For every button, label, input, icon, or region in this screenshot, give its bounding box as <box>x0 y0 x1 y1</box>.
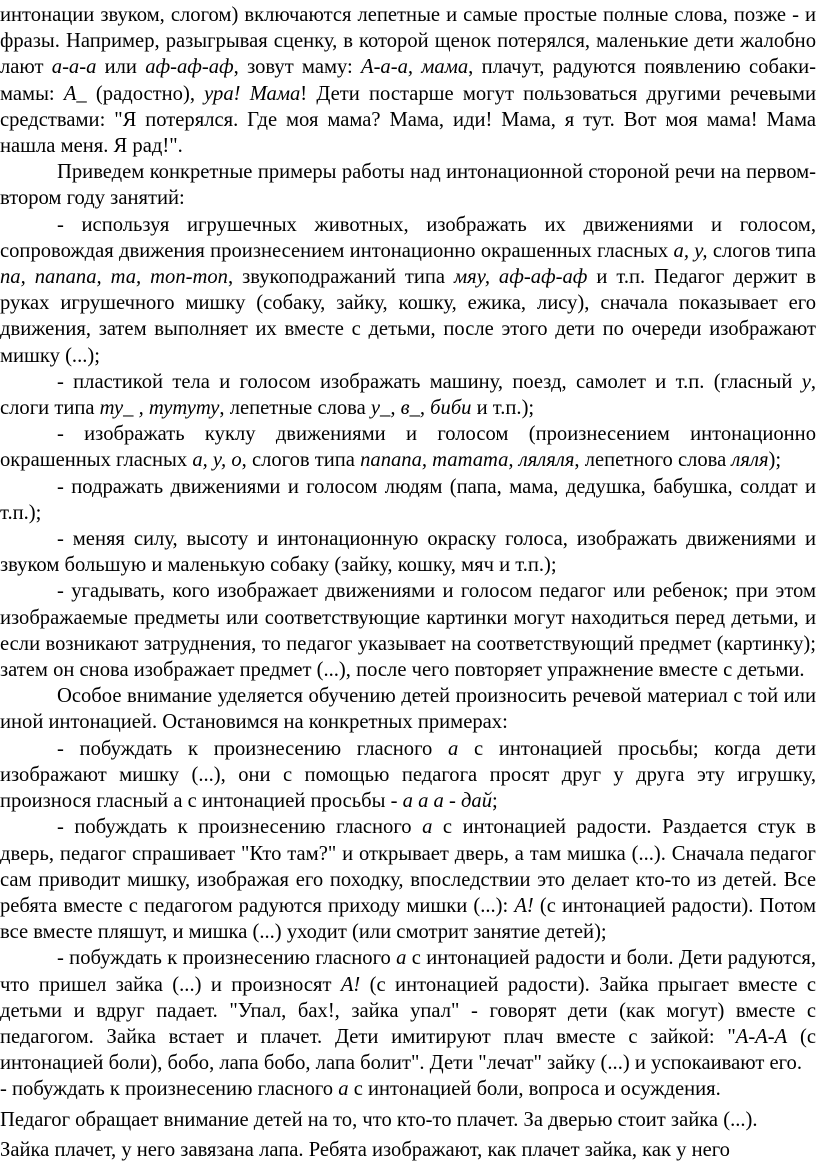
paragraph <box>0 736 816 815</box>
text-run: с интонацией радости. Раздается стук в дверь, педагог спрашивает "Кто там?" и открывает дверь, а там мишка (...). Сначала педагог сам приводит мишку, изображая его походку, впоследствии это делает кто-то из детей. Все ребята вместе с педагогом радуются приходу мишки (...): <box>0 816 816 917</box>
italic-text: а <box>448 737 459 760</box>
text-run: - пластикой тела и голосом изображать машину, поезд, самолет и т.п. (гласный <box>57 370 802 393</box>
italic-text: а, у, <box>673 239 708 262</box>
italic-text: А_ <box>63 82 87 105</box>
text-run: - меняя силу, высоту и интонационную окраску голоса, изображать движениями и звуком большую и маленькую собаку (зайку, кошку, мяч и т.п.); <box>0 528 816 577</box>
text-run: с интонацией радости и боли. Дети радуются, что пришел зайка (...) и произносят <box>0 947 816 996</box>
paragraph <box>0 683 816 735</box>
text-run: - используя игрушечных животных, изображать их движениями и голосом, сопровождая движения произнесением интонационно окрашенных гласных <box>0 213 816 262</box>
text-run: - побуждать к произнесению гласного <box>57 737 448 760</box>
italic-text: у <box>801 370 811 393</box>
paragraph <box>0 212 816 369</box>
text-run: - побуждать к произнесению гласного <box>57 816 423 839</box>
text-run: Особое внимание уделяется обучению детей произносить речевой материал с той или иной интонацией. Остановимся на конкретных примерах: <box>0 685 816 734</box>
text-run: ! Дети постарше могут пользоваться другими речевыми средствами: "Я потерялся. Где моя мама? Мама, иди! Мама, я тут. Вот моя мама! Мама нашла меня. Я рад!". <box>0 82 816 158</box>
text-run: или <box>96 56 146 79</box>
text-run: и т.п. Педагог держит в руках игрушечного мишку (собаку, зайку, кошку, ежика, лису), сначала показывает его движения, затем выполняет их вместе с детьми, после этого дети по очереди изображают мишку (...); <box>0 266 816 367</box>
text-run: слогов типа <box>707 239 816 262</box>
text-run: - побуждать к произнесению гласного <box>0 1078 339 1101</box>
text-run: Приведем конкретные примеры работы над интонационной стороной речи на первом-втором году занятий: <box>0 161 816 210</box>
text-run: , лепетные слова <box>219 397 371 420</box>
text-run: (с интонацией боли), бобо, лапа бобо, лапа болит". Дети "лечат" зайку (...) и успокаивают его. <box>0 1025 816 1075</box>
paragraph <box>0 945 816 1076</box>
text-run: Зайка плачет, у него завязана лапа. Ребята изображают, как плачет зайка, как у него <box>0 1138 730 1161</box>
text-run: (с интонацией радости). Потом все вместе пляшут, и мишка (...) уходит (или смотрит занятие детей); <box>0 894 816 944</box>
italic-text: а <box>396 947 407 970</box>
text-run: и т.п.); <box>471 397 535 420</box>
italic-text: мяу, аф-аф-аф <box>453 266 588 289</box>
italic-text: а <box>422 816 433 839</box>
text-run: ; <box>492 790 498 813</box>
paragraph <box>0 814 816 945</box>
paragraph <box>0 526 816 578</box>
text-run: (радостно), <box>86 82 205 105</box>
italic-text: папапа, татата, ляляля <box>360 449 575 472</box>
text-run: Педагог обращает внимание детей на то, что кто-то плачет. За дверью стоит зайка (...). <box>0 1108 758 1131</box>
text-run: - изображать куклу движениями и голосом (произнесением интонационно окрашенных гласных <box>0 423 816 472</box>
italic-text: у_, в_, биби <box>370 397 472 420</box>
paragraph <box>0 159 816 211</box>
italic-text: а-а-а <box>51 56 97 79</box>
text-run: ); <box>768 449 782 472</box>
italic-text: а, у, о <box>192 449 242 472</box>
paragraph <box>0 369 816 421</box>
paragraph <box>0 1076 816 1102</box>
text-run: , лепетного слова <box>574 449 732 472</box>
italic-text: а <box>338 1078 349 1101</box>
italic-text: А! <box>340 973 361 996</box>
paragraph <box>0 1137 816 1163</box>
italic-text: А! <box>514 894 534 917</box>
italic-text: аф-аф-аф <box>145 56 234 79</box>
text-run: с интонацией боли, вопроса и осуждения. <box>348 1078 721 1101</box>
text-run: , плачут, радуются появлению собаки-мамы: <box>0 56 816 105</box>
italic-text: А-а-а, мама <box>361 56 469 79</box>
italic-text: А-А-А <box>735 1025 788 1048</box>
text-run: (с интонацией радости). Зайка прыгает вместе с детьми и вдруг падает. "Упал, бах!, зайка упал" - говорят дети (как могут) вместе с педагогом. Зайка встает и плачет. Дети имитируют плач вместе с зайкой: " <box>0 973 816 1048</box>
paragraph <box>0 2 816 159</box>
text-run: интонации звуком, слогом) включаются лепетные и самые простые полные слова, позже - и фразы. Например, разыгрывая сценку, в которой щенок потерялся, маленькие дети жалобно лают <box>0 4 816 79</box>
paragraph <box>0 578 816 683</box>
paragraph <box>0 1107 816 1133</box>
italic-text: ту_ , тутуту <box>99 397 220 420</box>
text-run: - побуждать к произнесению гласного <box>57 947 397 970</box>
paragraph <box>0 474 816 526</box>
italic-text: ляля <box>731 449 769 472</box>
document-body <box>0 2 816 1163</box>
text-run: - угадывать, кого изображает движениями и голосом педагог или ребенок; при этом изображаемые предметы или соответствующие картинки могут находиться перед детьми, и если возникают затруднения, то педагог указывает на соответствующий предмет (картинку); затем он снова изображает предмет (...), после чего повторяет упражнение вместе с детьми. <box>0 580 816 682</box>
text-run: с интонацией просьбы; когда дети изображают мишку (...), они с помощью педагога просят друг у друга эту игрушку, произнося гласный а с интонацией просьбы - <box>0 737 816 813</box>
text-run: , слогов типа <box>241 449 361 472</box>
text-run: , зовут маму: <box>233 56 361 79</box>
italic-text: а а а - дай <box>402 790 492 813</box>
text-run: , слоги типа <box>0 370 816 420</box>
text-run: - подражать движениями и голосом людям (папа, мама, дедушка, бабушка, солдат и т.п.); <box>0 475 816 524</box>
italic-text: па, папапа, та, топ-топ <box>0 266 228 289</box>
paragraph <box>0 421 816 473</box>
italic-text: ура! Мама <box>204 82 301 105</box>
text-run: , звукоподражаний типа <box>227 266 454 289</box>
